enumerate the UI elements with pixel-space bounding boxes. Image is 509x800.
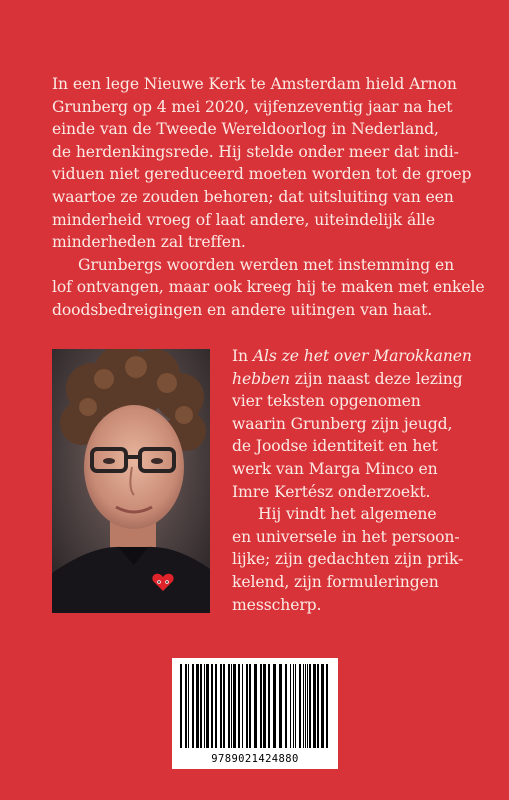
barcode-bar (192, 664, 194, 748)
intro-line: viduen niet gereduceerd moeten worden tot de groep (52, 165, 472, 184)
barcode-bar (309, 664, 311, 748)
side-lead: In (232, 347, 253, 365)
side-line (232, 368, 472, 391)
barcode-bar (254, 664, 257, 748)
side-line: en universele in het persoon- (232, 527, 460, 546)
side-line-rest: zijn naast deze lezing (289, 369, 463, 388)
author-photo (52, 349, 210, 613)
side-line: kelend, zijn formuleringen (232, 572, 439, 591)
barcode-bar (233, 664, 236, 748)
barcode-bar (215, 664, 217, 748)
intro-line: In een lege Nieuwe Kerk te Amsterdam hield Arnon (52, 75, 457, 93)
isbn-number: 9789021424880 (211, 753, 299, 765)
barcode-bars (172, 658, 338, 769)
side-line: vier teksten opgenomen (232, 392, 421, 411)
barcode-bar (285, 664, 287, 748)
barcode-bar (200, 664, 202, 748)
barcode-bar (299, 664, 301, 748)
intro-line: waartoe ze zouden behoren; dat uitsluiting van een (52, 187, 454, 206)
intro-line: doodsbedreigingen en andere uitingen van haat. (52, 300, 433, 319)
book-title: Als ze het over Marokkanen (252, 347, 472, 365)
barcode-bar (228, 664, 230, 748)
book-title: hebben (232, 369, 290, 388)
barcode-bar (185, 664, 187, 748)
barcode-bar (180, 664, 182, 748)
barcode-bar (249, 664, 251, 748)
barcode-bar (321, 664, 324, 748)
barcode-bar (204, 664, 205, 748)
side-text (232, 345, 472, 616)
side-line: werk van Marga Minco en (232, 459, 438, 478)
barcode-bar (231, 664, 232, 748)
side-line: waarin Grunberg zijn jeugd, (232, 414, 453, 433)
barcode-bar (303, 664, 304, 748)
barcode-bar (293, 664, 294, 748)
barcode-bar (238, 664, 240, 748)
barcode-bar (206, 664, 209, 748)
barcode-bar (273, 664, 276, 748)
barcode-bar (263, 664, 266, 748)
intro-line: Grunbergs woorden werden met instemming en (78, 255, 455, 274)
side-line: lijke; zijn gedachten zijn prik- (232, 550, 464, 569)
barcode-bar (305, 664, 306, 748)
intro-line: einde van de Tweede Wereldoorlog in Nederland, (52, 120, 439, 139)
barcode-bar (313, 664, 316, 748)
side-line (232, 345, 472, 368)
barcode-bar (260, 664, 262, 748)
barcode-bar (279, 664, 282, 748)
side-line: Imre Kertész onderzoekt. (232, 482, 431, 501)
intro-line: de herdenkingsrede. Hij stelde onder meer dat indi- (52, 142, 459, 161)
barcode-bar (295, 664, 296, 748)
barcode-bar (307, 664, 308, 748)
barcode-bar (211, 664, 213, 748)
barcode-bar (223, 664, 225, 748)
barcode-bar (268, 664, 270, 748)
intro-text (52, 73, 485, 322)
barcode-bar (317, 664, 319, 748)
side-line: messcherp. (232, 595, 322, 614)
side-line: de Joodse identiteit en het (232, 437, 438, 456)
barcode-bar (220, 664, 222, 748)
intro-line: minderheden zal treffen. (52, 233, 246, 252)
barcode (172, 658, 338, 769)
barcode-bar (290, 664, 291, 748)
intro-line: Grunberg op 4 mei 2020, vijfenzeventig jaar na het (52, 97, 453, 116)
intro-line: minderheid vroeg of laat andere, uiteindelijk álle (52, 210, 436, 229)
barcode-bar (242, 664, 243, 748)
side-line: Hij vindt het algemene (258, 505, 437, 524)
barcode-bar (188, 664, 189, 748)
author-portrait-illustration (52, 349, 210, 613)
barcode-bar (196, 664, 199, 748)
barcode-bar (326, 664, 328, 748)
barcode-bar (246, 664, 248, 748)
intro-line: lof ontvangen, maar ook kreeg hij te maken met enkele (52, 278, 485, 297)
